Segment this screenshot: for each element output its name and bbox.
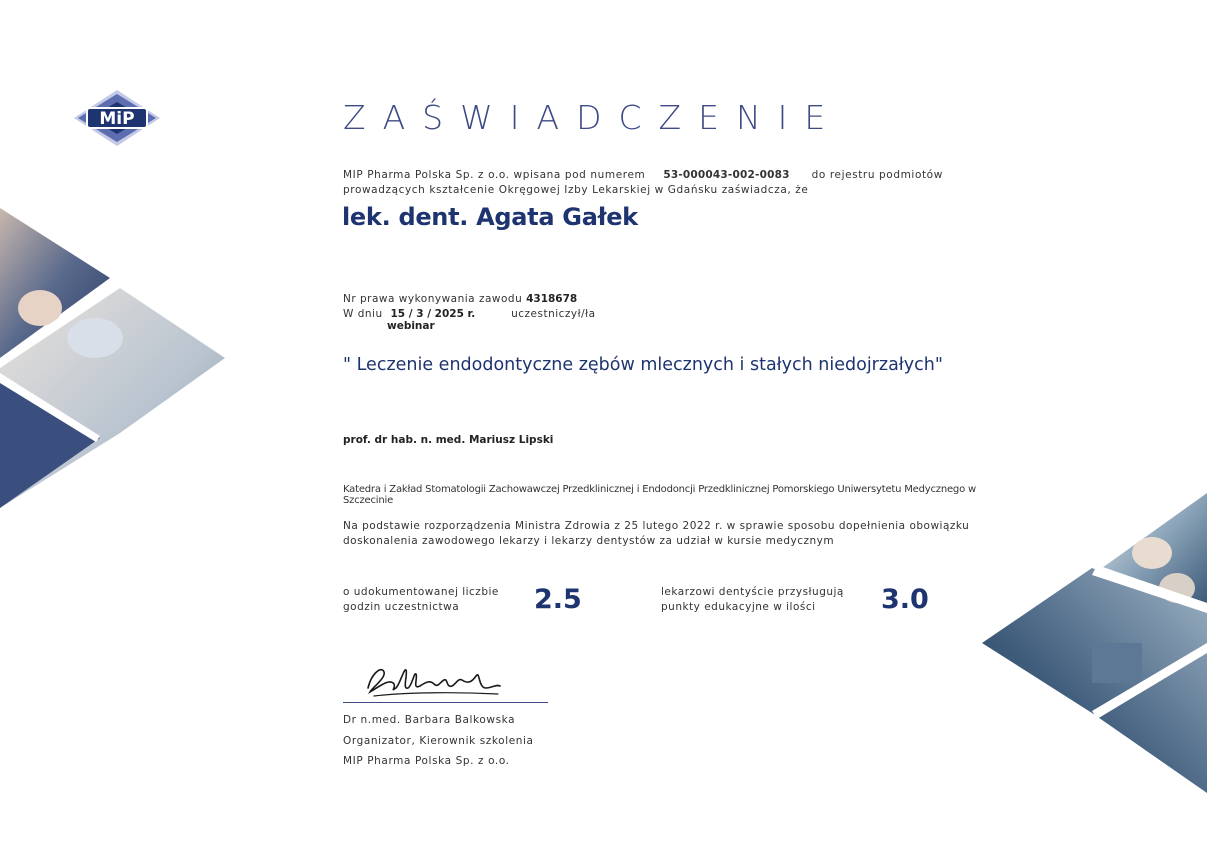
department-text: Katedra i Zakład Stomatologii Zachowawczej Przedklinicznej i Endodoncji Przedklinicznej Pomorskiego Uniwersytetu Medycznego w Szczecinie xyxy=(343,484,976,506)
license-label: Nr prawa wykonywania zawodu xyxy=(343,293,523,305)
hours-value: 2.5 xyxy=(534,584,582,615)
event-date: 15 / 3 / 2025 r. xyxy=(390,308,476,320)
intro-before: MIP Pharma Polska Sp. z o.o. wpisana pod numerem xyxy=(343,169,646,181)
legal-basis-text: Na podstawie rozporządzenia Ministra Zdrowia z 25 lutego 2022 r. w sprawie sposobu dopełnienia obowiązku doskonalenia zawodowego lekarzy i lekarzy dentystów za udział w kursie medycznym xyxy=(343,520,970,547)
points-label: lekarzowi dentyście przysługują punkty edukacyjne w ilości xyxy=(661,586,844,613)
lecturer-name: prof. dr hab. n. med. Mariusz Lipski xyxy=(343,434,554,446)
date-label: W dniu xyxy=(343,308,383,320)
intro-text xyxy=(343,168,963,198)
date-line xyxy=(343,308,683,332)
signatory-name: Dr n.med. Barbara Balkowska xyxy=(343,714,516,726)
signatory-role: Organizator, Kierownik szkolenia xyxy=(343,735,534,747)
hours-label: o udokumentowanej liczbie godzin uczestnictwa xyxy=(343,586,499,613)
logo-text: MiP xyxy=(99,109,135,129)
recipient-name: lek. dent. Agata Gałek xyxy=(342,203,638,231)
license-number: 4318678 xyxy=(526,293,578,305)
participated-label: uczestniczył/ła xyxy=(511,308,596,320)
laboratory-photo-collage xyxy=(982,493,1207,793)
course-title: " Leczenie endodontyczne zębów mlecznych i stałych niedojrzałych" xyxy=(343,355,943,375)
license-line xyxy=(343,293,577,305)
points-value: 3.0 xyxy=(881,584,929,615)
certificate-title: ZAŚWIADCZENIE xyxy=(343,98,843,137)
registry-number: 53-000043-002-0083 xyxy=(663,169,790,181)
handwritten-signature xyxy=(360,658,510,700)
signature-line xyxy=(343,702,548,703)
mip-logo xyxy=(72,88,162,148)
event-form: webinar xyxy=(387,320,435,332)
dentist-photo-collage xyxy=(0,208,225,508)
intro-after: do rejestru podmiotów prowadzących kształcenie Okręgowej Izby Lekarskiej w Gdańsku zaświadcza, że xyxy=(343,169,943,196)
signatory-company: MIP Pharma Polska Sp. z o.o. xyxy=(343,755,510,767)
